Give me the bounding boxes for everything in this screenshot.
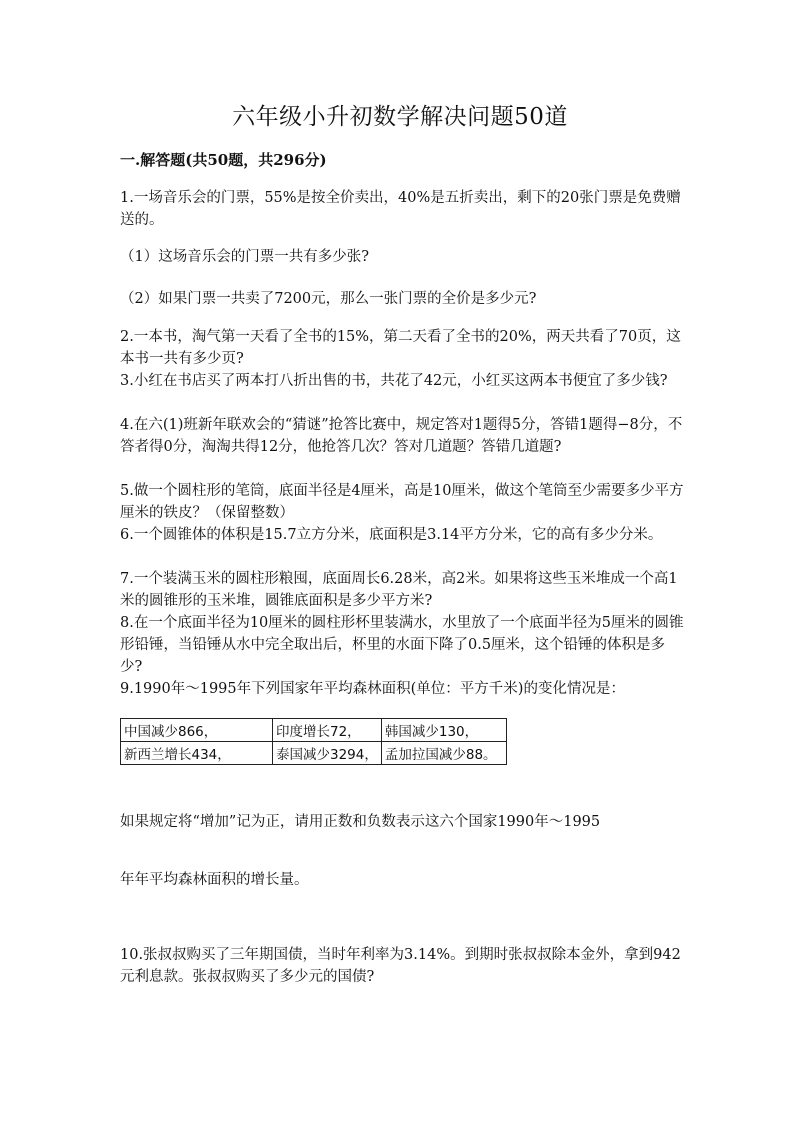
- section-heading: 一.解答题(共50题，共296分): [120, 151, 327, 169]
- page-title: 六年级小升初数学解决问题50道: [232, 104, 568, 130]
- question-10: 10.张叔叔购买了三年期国债，当时年利率为3.14%。到期时张叔叔除本金外，拿到942元利息款。张叔叔购买了多少元的国债?: [120, 947, 681, 985]
- table-cell: 泰国减少3294，: [273, 742, 382, 765]
- table-cell: 韩国减少130，: [381, 719, 506, 742]
- question-3: 3.小红在书店买了两本打八折出售的书，共花了42元，小红买这两本书便宜了多少钱?: [120, 373, 668, 389]
- question-7: 7.一个装满玉米的圆柱形粮囤，底面周长6.28米，高2米。如果将这些玉米堆成一个高1米的圆锥形的玉米堆，圆锥底面积是多少平方米?: [120, 571, 678, 609]
- forest-area-table: [120, 718, 507, 765]
- question-1-part-2: （2）如果门票一共卖了7200元，那么一张门票的全价是多少元?: [120, 291, 537, 307]
- question-5: 5.做一个圆柱形的笔筒，底面半径是4厘米，高是10厘米，做这个笔筒至少需要多少平方厘米的铁皮？（保留整数）: [120, 483, 684, 521]
- table-cell: 孟加拉国减少88。: [381, 742, 506, 765]
- question-1: 1.一场音乐会的门票，55%是按全价卖出，40%是五折卖出，剩下的20张门票是免费赠送的。: [120, 190, 681, 228]
- question-2: 2.一本书，淘气第一天看了全书的15%，第二天看了全书的20%，两天共看了70页，这本书一共有多少页?: [120, 329, 681, 367]
- question-1-part-1: （1）这场音乐会的门票一共有多少张?: [120, 249, 369, 265]
- table-cell: 中国减少866，: [121, 719, 273, 742]
- question-9: 9.1990年～1995年下列国家年平均森林面积(单位：平方千米)的变化情况是：: [120, 681, 625, 697]
- table-cell: 新西兰增长434，: [121, 742, 273, 765]
- question-6: 6.一个圆锥体的体积是15.7立方分米，底面积是3.14平方分米，它的高有多少分米。: [120, 527, 663, 543]
- question-8: 8.在一个底面半径为10厘米的圆柱形杯里装满水，水里放了一个底面半径为5厘米的圆锥形铅锤，当铅锤从水中完全取出后，杯里的水面下降了0.5厘米，这个铅锤的体积是多少?: [120, 615, 684, 675]
- question-4: 4.在六(1)班新年联欢会的“猜谜”抢答比赛中，规定答对1题得5分，答错1题得−8分，不答者得0分，淘淘共得12分，他抢答几次？答对几道题？答错几道题?: [120, 417, 683, 455]
- table-row: [121, 742, 507, 765]
- question-9-instruction-line-1: 如果规定将“增加”记为正，请用正数和负数表示这六个国家1990年～1995: [120, 814, 601, 830]
- table-row: [121, 719, 507, 742]
- table-cell: 印度增长72，: [273, 719, 382, 742]
- question-9-instruction-line-2: 年年平均森林面积的增长量。: [120, 872, 309, 888]
